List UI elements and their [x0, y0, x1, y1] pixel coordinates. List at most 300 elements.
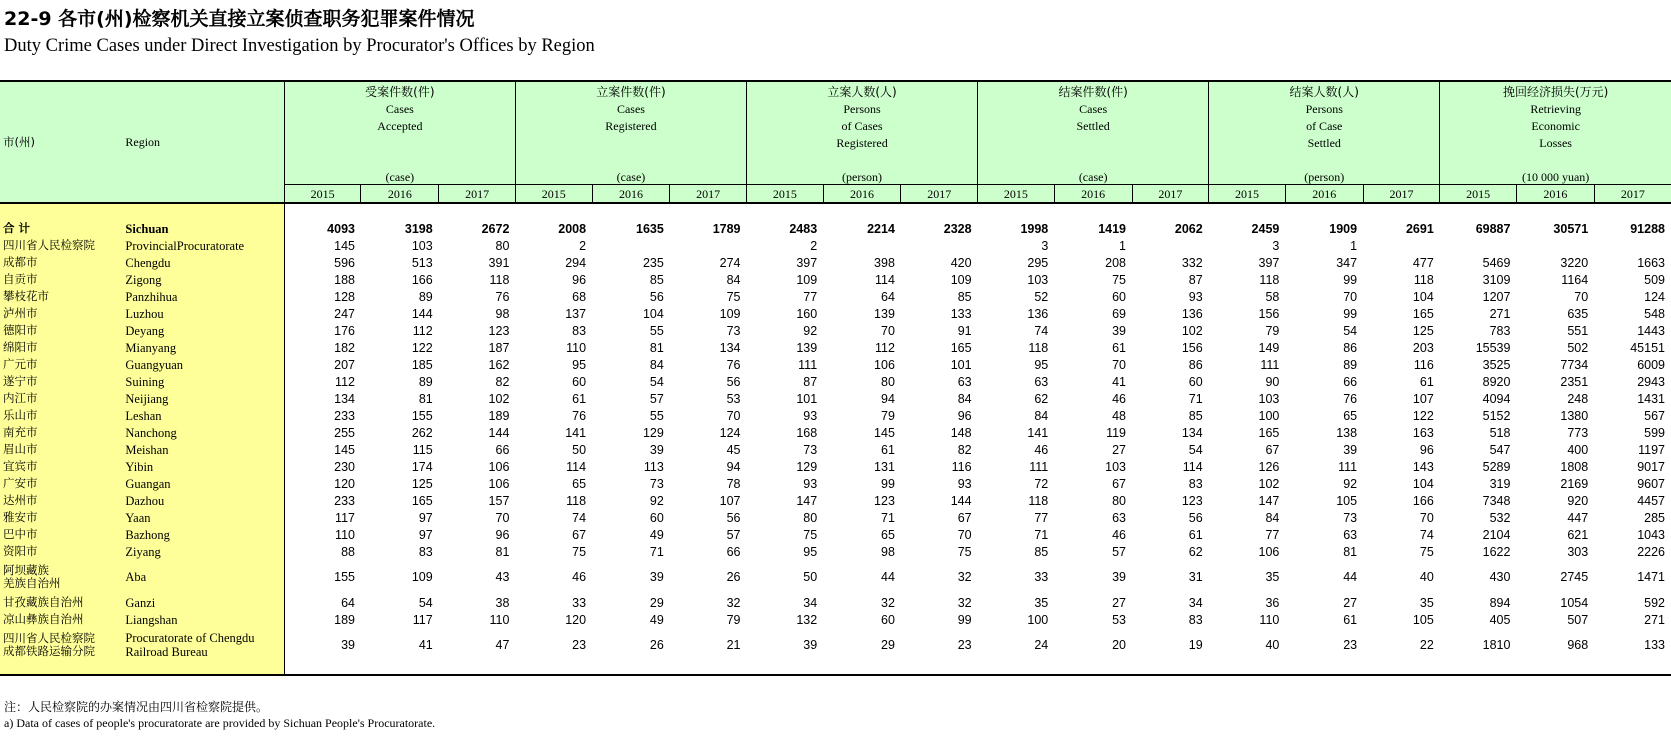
- header-group-unit: (case): [1078, 170, 1108, 184]
- data-cell: 33: [1034, 570, 1049, 584]
- data-cell: 43: [495, 570, 510, 584]
- region-name-cn: 攀枝花市: [0, 288, 121, 305]
- data-cell: 77: [803, 289, 818, 304]
- data-cell: 106: [1258, 544, 1280, 559]
- header-group-en3: [978, 135, 1208, 152]
- data-cell: 27: [1112, 442, 1126, 457]
- data-cell: 4457: [1637, 493, 1665, 508]
- data-cell: 139: [796, 340, 818, 355]
- data-cell: 89: [418, 289, 433, 304]
- data-cell: 66: [726, 544, 741, 559]
- data-cell: 141: [1027, 425, 1049, 440]
- data-cell: 103: [411, 238, 433, 253]
- data-cell: 64: [881, 289, 895, 304]
- data-cell: 248: [1567, 391, 1589, 406]
- data-cell: 139: [874, 306, 895, 321]
- data-cell: 3: [1272, 238, 1280, 253]
- data-cell: 120: [565, 612, 587, 627]
- data-cell: 48: [1112, 408, 1126, 423]
- region-name-cn: 眉山市: [0, 441, 121, 458]
- data-cell: 84: [1034, 408, 1049, 423]
- data-cell: 2104: [1482, 527, 1511, 542]
- header-group-3: [978, 81, 1209, 185]
- data-cell: 118: [489, 272, 510, 287]
- header-group-4: [1209, 81, 1440, 185]
- data-cell: 96: [572, 272, 587, 287]
- region-name-cn: 自贡市: [0, 271, 121, 288]
- data-cell: 1808: [1560, 459, 1589, 474]
- year-header: 2017: [1132, 185, 1209, 204]
- data-cell: 60: [572, 374, 587, 389]
- data-cell: 75: [803, 527, 818, 542]
- data-cell: 2008: [558, 221, 587, 236]
- region-name-cn: 南充市: [0, 424, 121, 441]
- data-cell: 76: [572, 408, 587, 423]
- data-cell: 104: [642, 306, 664, 321]
- data-cell: 1380: [1560, 408, 1589, 423]
- table-row: [0, 424, 1671, 441]
- data-cell: 400: [1567, 442, 1589, 457]
- region-name-en: Zigong: [121, 271, 284, 288]
- data-cell: 98: [495, 306, 510, 321]
- data-cell: 47: [495, 638, 510, 652]
- data-cell: 30571: [1553, 221, 1589, 236]
- data-cell: [1594, 237, 1671, 254]
- data-cell: 60: [649, 510, 664, 525]
- region-name-cn: 阿坝藏族 羌族自治州: [0, 560, 121, 594]
- data-cell: 27: [1112, 595, 1126, 610]
- data-cell: [1440, 237, 1517, 254]
- data-cell: 72: [1034, 476, 1049, 491]
- data-cell: 41: [418, 638, 433, 652]
- region-cn-header: 市(州): [0, 81, 121, 203]
- data-cell: [592, 237, 670, 254]
- data-cell: 86: [1343, 340, 1358, 355]
- table-row: [0, 305, 1671, 322]
- data-cell: 5152: [1482, 408, 1511, 423]
- data-cell: 1164: [1561, 272, 1589, 287]
- data-cell: 398: [874, 255, 895, 270]
- header-group-unit: (case): [385, 170, 415, 184]
- region-name-en: Meishan: [121, 441, 284, 458]
- data-cell: 23: [1343, 638, 1358, 652]
- region-name-cn: 泸州市: [0, 305, 121, 322]
- region-name-en: Suining: [121, 373, 284, 390]
- data-cell: 3220: [1560, 255, 1589, 270]
- data-cell: 3: [1041, 238, 1049, 253]
- data-cell: 63: [957, 374, 972, 389]
- table-row: [0, 526, 1671, 543]
- data-cell: 20: [1112, 638, 1126, 652]
- data-cell: [1132, 237, 1209, 254]
- data-cell: 83: [418, 544, 433, 559]
- data-cell: 87: [803, 374, 818, 389]
- data-cell: 69: [1112, 306, 1126, 321]
- data-cell: 76: [1343, 391, 1358, 406]
- data-cell: 1909: [1329, 221, 1358, 236]
- data-cell: 39: [649, 442, 664, 457]
- data-cell: 1207: [1482, 289, 1511, 304]
- data-cell: 67: [957, 510, 972, 525]
- data-cell: 123: [874, 493, 895, 508]
- data-cell: 894: [1489, 595, 1511, 610]
- data-cell: 102: [488, 391, 510, 406]
- data-cell: 166: [1412, 493, 1434, 508]
- header-group-unit: (10 000 yuan): [1521, 170, 1590, 184]
- data-cell: 109: [950, 272, 972, 287]
- data-cell: 89: [418, 374, 433, 389]
- data-cell: 112: [874, 340, 895, 355]
- region-name-en: Mianyang: [121, 339, 284, 356]
- data-cell: 94: [881, 391, 895, 406]
- table-row: [0, 492, 1671, 509]
- data-cell: 66: [1343, 374, 1358, 389]
- region-name-en: ProvincialProcuratorate: [121, 237, 284, 254]
- data-cell: 397: [1258, 255, 1280, 270]
- data-cell: 188: [334, 272, 355, 287]
- data-cell: 84: [726, 272, 741, 287]
- data-cell: 57: [726, 527, 741, 542]
- data-cell: 125: [1412, 323, 1434, 338]
- region-name-en: Dazhou: [121, 492, 284, 509]
- header-group-cn: 立案人数(人): [827, 85, 897, 99]
- data-cell: 34: [1188, 595, 1203, 610]
- region-name-en: Yibin: [121, 458, 284, 475]
- statistics-table-container: [0, 80, 1671, 676]
- data-cell: 138: [1336, 425, 1358, 440]
- data-cell: 144: [950, 493, 972, 508]
- data-cell: 91: [957, 323, 972, 338]
- data-cell: 82: [495, 374, 510, 389]
- data-cell: 97: [418, 527, 433, 542]
- data-cell: 111: [1029, 459, 1049, 474]
- table-row: [0, 628, 1671, 662]
- data-cell: 332: [1181, 255, 1203, 270]
- data-cell: 125: [411, 476, 433, 491]
- data-cell: 235: [642, 255, 664, 270]
- data-cell: 71: [881, 510, 895, 525]
- year-header: 2017: [1594, 185, 1671, 204]
- header-group-en2: of Case: [1306, 119, 1343, 133]
- region-name-cn: 凉山彝族自治州: [0, 611, 121, 628]
- data-cell: 81: [418, 391, 433, 406]
- data-cell: 118: [566, 493, 587, 508]
- region-name-en: Liangshan: [121, 611, 284, 628]
- region-name-en: Bazhong: [121, 526, 284, 543]
- data-cell: 2943: [1637, 374, 1665, 389]
- data-cell: 2745: [1560, 570, 1589, 584]
- data-cell: 46: [1112, 527, 1126, 542]
- data-cell: 518: [1489, 425, 1511, 440]
- data-cell: 447: [1567, 510, 1589, 525]
- data-cell: [823, 237, 901, 254]
- data-cell: 391: [488, 255, 510, 270]
- data-cell: 46: [572, 570, 587, 584]
- table-row: [0, 441, 1671, 458]
- data-cell: 93: [1188, 289, 1203, 304]
- table-row: [0, 509, 1671, 526]
- header-group-cn: 受案件数(件): [365, 85, 435, 99]
- data-cell: 9607: [1637, 476, 1665, 491]
- table-row: [0, 373, 1671, 390]
- data-cell: 39: [649, 570, 664, 584]
- table-row: [0, 407, 1671, 424]
- data-cell: 1635: [636, 221, 664, 236]
- data-cell: 294: [565, 255, 587, 270]
- data-cell: 182: [334, 340, 355, 355]
- data-cell: 77: [1265, 527, 1280, 542]
- region-name-cn: 乐山市: [0, 407, 121, 424]
- region-name-cn: 四川省人民检察院 成都铁路运输分院: [0, 628, 121, 662]
- data-cell: 274: [719, 255, 741, 270]
- data-cell: 98: [881, 544, 895, 559]
- data-cell: 81: [495, 544, 510, 559]
- data-cell: 110: [1259, 612, 1280, 627]
- data-cell: 920: [1567, 493, 1589, 508]
- data-cell: 64: [341, 595, 355, 610]
- data-cell: 35: [1034, 595, 1049, 610]
- header-group-cn: 立案件数(件): [596, 85, 666, 99]
- data-cell: 187: [488, 340, 510, 355]
- header-group-cn: 结案人数(人): [1289, 85, 1359, 99]
- year-header: 2015: [978, 185, 1055, 204]
- data-cell: 110: [489, 612, 510, 627]
- data-cell: 32: [881, 595, 895, 610]
- data-cell: 233: [334, 408, 355, 423]
- data-cell: 1810: [1482, 638, 1511, 652]
- table-row: [0, 475, 1671, 492]
- header-group-en3: Settled: [1307, 136, 1341, 150]
- data-cell: 567: [1644, 408, 1665, 423]
- data-cell: 107: [719, 493, 741, 508]
- data-cell: 145: [334, 238, 355, 253]
- data-cell: 83: [1188, 476, 1203, 491]
- data-cell: 145: [874, 425, 895, 440]
- data-cell: 106: [874, 357, 895, 372]
- data-cell: 100: [1027, 612, 1049, 627]
- data-cell: 89: [1343, 357, 1358, 372]
- data-cell: 118: [1413, 272, 1434, 287]
- header-group-unit: (person): [842, 170, 883, 184]
- data-cell: 118: [1028, 493, 1049, 508]
- header-group-1: [515, 81, 746, 185]
- data-cell: 599: [1644, 425, 1665, 440]
- region-name-cn: 遂宁市: [0, 373, 121, 390]
- header-group-en1: Retrieving: [1530, 102, 1581, 116]
- table-row: [0, 322, 1671, 339]
- data-cell: 2062: [1174, 221, 1203, 236]
- year-header: 2016: [1285, 185, 1363, 204]
- data-cell: 23: [572, 638, 587, 652]
- data-cell: 44: [1343, 570, 1358, 584]
- region-name-en: Deyang: [121, 322, 284, 339]
- data-cell: 61: [1112, 340, 1126, 355]
- data-cell: 118: [1028, 340, 1049, 355]
- data-cell: 165: [950, 340, 972, 355]
- data-cell: 134: [1181, 425, 1203, 440]
- data-cell: 9017: [1637, 459, 1665, 474]
- header-group-en3: [285, 135, 515, 152]
- data-cell: 61: [1419, 374, 1434, 389]
- data-cell: 74: [1419, 527, 1434, 542]
- data-cell: 38: [495, 595, 510, 610]
- data-cell: 4094: [1482, 391, 1511, 406]
- data-cell: 70: [726, 408, 741, 423]
- header-group-unit: (case): [616, 170, 646, 184]
- year-header: 2015: [747, 185, 824, 204]
- data-cell: 95: [803, 544, 818, 559]
- region-en-header: Region: [121, 81, 284, 203]
- data-cell: 124: [719, 425, 741, 440]
- data-cell: 114: [566, 459, 587, 474]
- data-cell: 75: [1419, 544, 1434, 559]
- data-cell: 255: [334, 425, 355, 440]
- data-cell: 82: [957, 442, 972, 457]
- data-cell: 96: [1419, 442, 1434, 457]
- data-cell: 49: [649, 527, 664, 542]
- data-cell: 532: [1489, 510, 1511, 525]
- data-cell: 32: [957, 570, 972, 584]
- data-cell: 207: [334, 357, 355, 372]
- data-cell: 80: [881, 374, 895, 389]
- data-cell: 52: [1034, 289, 1049, 304]
- data-cell: 54: [649, 374, 664, 389]
- table-body: [0, 203, 1671, 675]
- data-cell: 773: [1567, 425, 1589, 440]
- header-group-0: [284, 81, 515, 185]
- data-cell: 66: [495, 442, 510, 457]
- region-name-en: Sichuan: [121, 220, 284, 237]
- data-cell: 2483: [789, 221, 818, 236]
- data-cell: 45: [726, 442, 741, 457]
- data-cell: 134: [719, 340, 741, 355]
- data-cell: 63: [1343, 527, 1358, 542]
- data-cell: 86: [1188, 357, 1203, 372]
- spacer-row: [0, 203, 1671, 220]
- data-cell: 84: [649, 357, 664, 372]
- header-group-en2: of Cases: [841, 119, 883, 133]
- header-group-en2: Economic: [1531, 119, 1580, 133]
- table-row: [0, 288, 1671, 305]
- data-cell: 513: [411, 255, 433, 270]
- data-cell: 67: [572, 527, 587, 542]
- data-cell: [670, 237, 747, 254]
- statistics-table: [0, 80, 1671, 676]
- data-cell: 29: [881, 638, 895, 652]
- data-cell: 84: [957, 391, 972, 406]
- data-cell: 70: [1112, 357, 1126, 372]
- data-cell: 133: [950, 306, 972, 321]
- data-cell: 24: [1034, 638, 1049, 652]
- data-cell: 203: [1412, 340, 1434, 355]
- data-cell: 74: [572, 510, 587, 525]
- data-cell: 155: [411, 408, 433, 423]
- data-cell: 94: [726, 459, 741, 474]
- region-name-cn: 广元市: [0, 356, 121, 373]
- data-cell: 23: [957, 638, 972, 652]
- data-cell: 73: [649, 476, 664, 491]
- header-group-en1: Cases: [1079, 102, 1108, 116]
- header-group-cn: 结案件数(件): [1058, 85, 1128, 99]
- data-cell: [1516, 237, 1594, 254]
- data-cell: 285: [1644, 510, 1665, 525]
- data-cell: 166: [411, 272, 433, 287]
- table-row: [0, 543, 1671, 560]
- region-name-cn: 合 计: [0, 220, 121, 237]
- region-name-en: Guangyuan: [121, 356, 284, 373]
- header-group-en1: Persons: [1305, 102, 1343, 116]
- year-header: 2016: [1516, 185, 1594, 204]
- table-row: [0, 254, 1671, 271]
- data-cell: 112: [412, 323, 433, 338]
- data-cell: 2: [810, 238, 818, 253]
- data-cell: 32: [957, 595, 972, 610]
- data-cell: 35: [1419, 595, 1434, 610]
- data-cell: 60: [881, 612, 895, 627]
- data-cell: 27: [1343, 595, 1358, 610]
- footnote-en: a) Data of cases of people's procuratorate are provided by Sichuan People's Procuratorate.: [4, 716, 436, 730]
- data-cell: 149: [1258, 340, 1280, 355]
- region-name-en: Procuratorate of Chengdu Railroad Bureau: [121, 628, 284, 662]
- data-cell: 109: [411, 570, 433, 584]
- data-cell: 123: [1181, 493, 1203, 508]
- header-group-en1: Cases: [616, 102, 645, 116]
- data-cell: 88: [341, 544, 355, 559]
- data-cell: 46: [1034, 442, 1049, 457]
- data-cell: [1363, 237, 1440, 254]
- data-cell: 92: [649, 493, 664, 508]
- data-cell: 129: [796, 459, 818, 474]
- data-cell: 3525: [1482, 357, 1511, 372]
- data-cell: 126: [1258, 459, 1280, 474]
- data-cell: 62: [1188, 544, 1203, 559]
- data-cell: 2691: [1405, 221, 1434, 236]
- region-name-cn: 绵阳市: [0, 339, 121, 356]
- header-group-en2: Registered: [605, 119, 657, 133]
- data-cell: 133: [1644, 638, 1665, 652]
- data-cell: 120: [334, 476, 355, 491]
- data-cell: 189: [334, 612, 355, 627]
- data-cell: 141: [565, 425, 587, 440]
- data-cell: 111: [1260, 357, 1280, 372]
- data-cell: 122: [1412, 408, 1434, 423]
- data-cell: 122: [411, 340, 433, 355]
- region-name-cn: 内江市: [0, 390, 121, 407]
- data-cell: 84: [1265, 510, 1280, 525]
- data-cell: 40: [1419, 570, 1434, 584]
- data-cell: 36: [1265, 595, 1280, 610]
- data-cell: 63: [1112, 510, 1126, 525]
- data-cell: 8920: [1482, 374, 1511, 389]
- data-cell: 134: [334, 391, 355, 406]
- data-cell: 56: [649, 289, 664, 304]
- data-cell: 347: [1336, 255, 1358, 270]
- data-cell: 548: [1644, 306, 1665, 321]
- data-cell: 65: [881, 527, 895, 542]
- data-cell: 2214: [867, 221, 895, 236]
- data-cell: 95: [572, 357, 587, 372]
- data-cell: 147: [1258, 493, 1280, 508]
- data-cell: 136: [1181, 306, 1203, 321]
- data-cell: 62: [1034, 391, 1049, 406]
- data-cell: 148: [950, 425, 972, 440]
- data-cell: 162: [488, 357, 510, 372]
- data-cell: 7348: [1482, 493, 1511, 508]
- data-cell: 96: [495, 527, 510, 542]
- data-cell: 1: [1119, 238, 1126, 253]
- region-name-cn: 雅安市: [0, 509, 121, 526]
- data-cell: 26: [726, 570, 741, 584]
